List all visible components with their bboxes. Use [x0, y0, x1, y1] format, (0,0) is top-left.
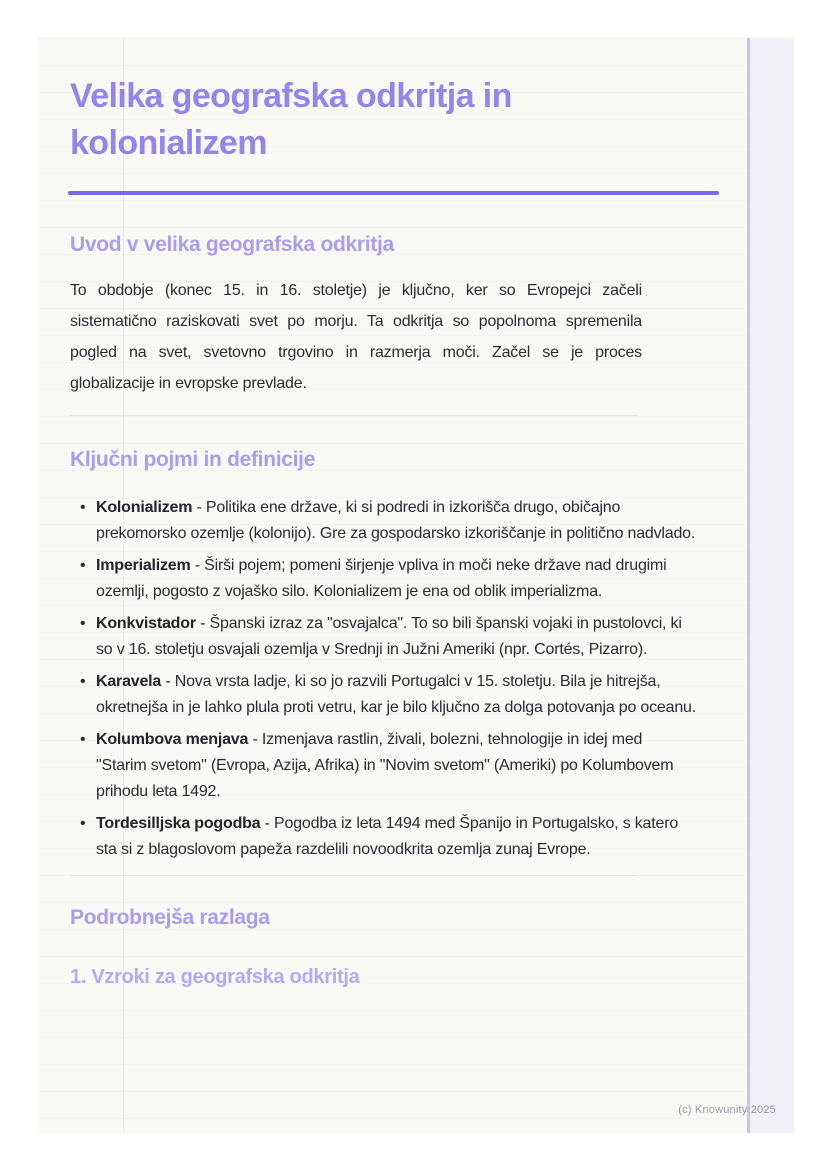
section-divider [70, 415, 637, 416]
term-definition: Španski izraz za "osvajalca". To so bili španski vojaki in pustolovci, ki so v 16. stoletju osvajali ozemlja v Srednji in Južni Ameriki (npr. Cortés, Pizarro). [96, 615, 682, 658]
list-item [70, 727, 721, 805]
term-separator: - [195, 615, 210, 632]
section-heading-uvod: Uvod v velika geografska odkritja [70, 233, 394, 256]
list-item-text [96, 811, 696, 863]
list-item-text [96, 669, 696, 721]
section-divider [70, 875, 637, 876]
term-definition: Politika ene države, ki si podredi in izkorišča drugo, običajno prekomorsko ozemlje (kolonijo). Gre za gospodarsko izkoriščanje in politično nadvlado. [96, 499, 696, 542]
list-item [70, 811, 721, 863]
list-item [70, 495, 721, 547]
term-label: Imperializem [96, 557, 191, 574]
term-label: Kolumbova menjava [96, 731, 249, 748]
term-definition: Pogodba iz leta 1494 med Španijo in Portugalsko, s katero sta si z blagoslovom papeža razdelili novoodkrita ozemlja zunaj Evrope. [96, 815, 679, 858]
list-item-text [96, 611, 696, 663]
bullet-icon: • [80, 673, 86, 690]
list-item [70, 611, 721, 663]
term-label: Tordesilljska pogodba [96, 815, 261, 832]
bullet-icon: • [80, 731, 86, 748]
term-separator: - [248, 731, 262, 748]
list-item-text [96, 495, 696, 547]
list-item [70, 553, 721, 605]
term-label: Konkvistador [96, 615, 196, 632]
list-item-text [96, 553, 696, 605]
list-item [70, 669, 721, 721]
term-separator: - [161, 673, 175, 690]
section-heading-razlaga: Podrobnejša razlaga [70, 906, 270, 929]
term-definition: Izmenjava rastlin, živali, bolezni, tehnologije in idej med "Starim svetom" (Evropa, Azija, Afrika) in "Novim svetom" (Ameriki) po Kolumbovem prihodu leta 1492. [96, 731, 674, 800]
page-edge-strip [747, 38, 794, 1133]
document-title-line2: kolonializem [70, 124, 267, 162]
intro-paragraph: To obdobje (konec 15. in 16. stoletje) je ključno, ker so Evropejci začeli sistematično raziskovati svet po morju. Ta odkritja so popolnoma spremenila pogled na svet, svetovno trgovino in razmerja moči. Začel se je proces globalizacije in evropske prevlade. [70, 282, 642, 392]
term-label: Kolonializem [96, 499, 193, 516]
section-heading-pojmi: Ključni pojmi in definicije [70, 448, 316, 471]
bullet-icon: • [80, 557, 86, 574]
title-underline [68, 191, 719, 195]
term-definition: Širši pojem; pomeni širjenje vpliva in moči neke države nad drugimi ozemlji, pogosto z vojaško silo. Kolonializem je ena od oblik imperializma. [96, 557, 667, 600]
term-label: Karavela [96, 673, 162, 690]
document-content [70, 38, 721, 991]
bullet-icon: • [80, 499, 86, 516]
document-page [38, 38, 794, 1133]
list-item-text [96, 727, 696, 805]
bullet-icon: • [80, 615, 86, 632]
term-separator: - [192, 499, 206, 516]
document-title-line1: Velika geografska odkritja in [70, 77, 512, 115]
copyright-watermark: (c) Knowunity 2025 [678, 1104, 776, 1116]
sub-heading-vzroki: 1. Vzroki za geografska odkritja [70, 966, 360, 988]
term-separator: - [260, 815, 275, 832]
terms-list [70, 495, 721, 863]
term-separator: - [190, 557, 205, 574]
term-definition: Nova vrsta ladje, ki so jo razvili Portugalci v 15. stoletju. Bila je hitrejša, okretnejša in je lahko plula proti vetru, kar je bilo ključno za dolga potovanja po oceanu. [96, 673, 696, 716]
document-title [70, 73, 721, 167]
bullet-icon: • [80, 815, 86, 832]
